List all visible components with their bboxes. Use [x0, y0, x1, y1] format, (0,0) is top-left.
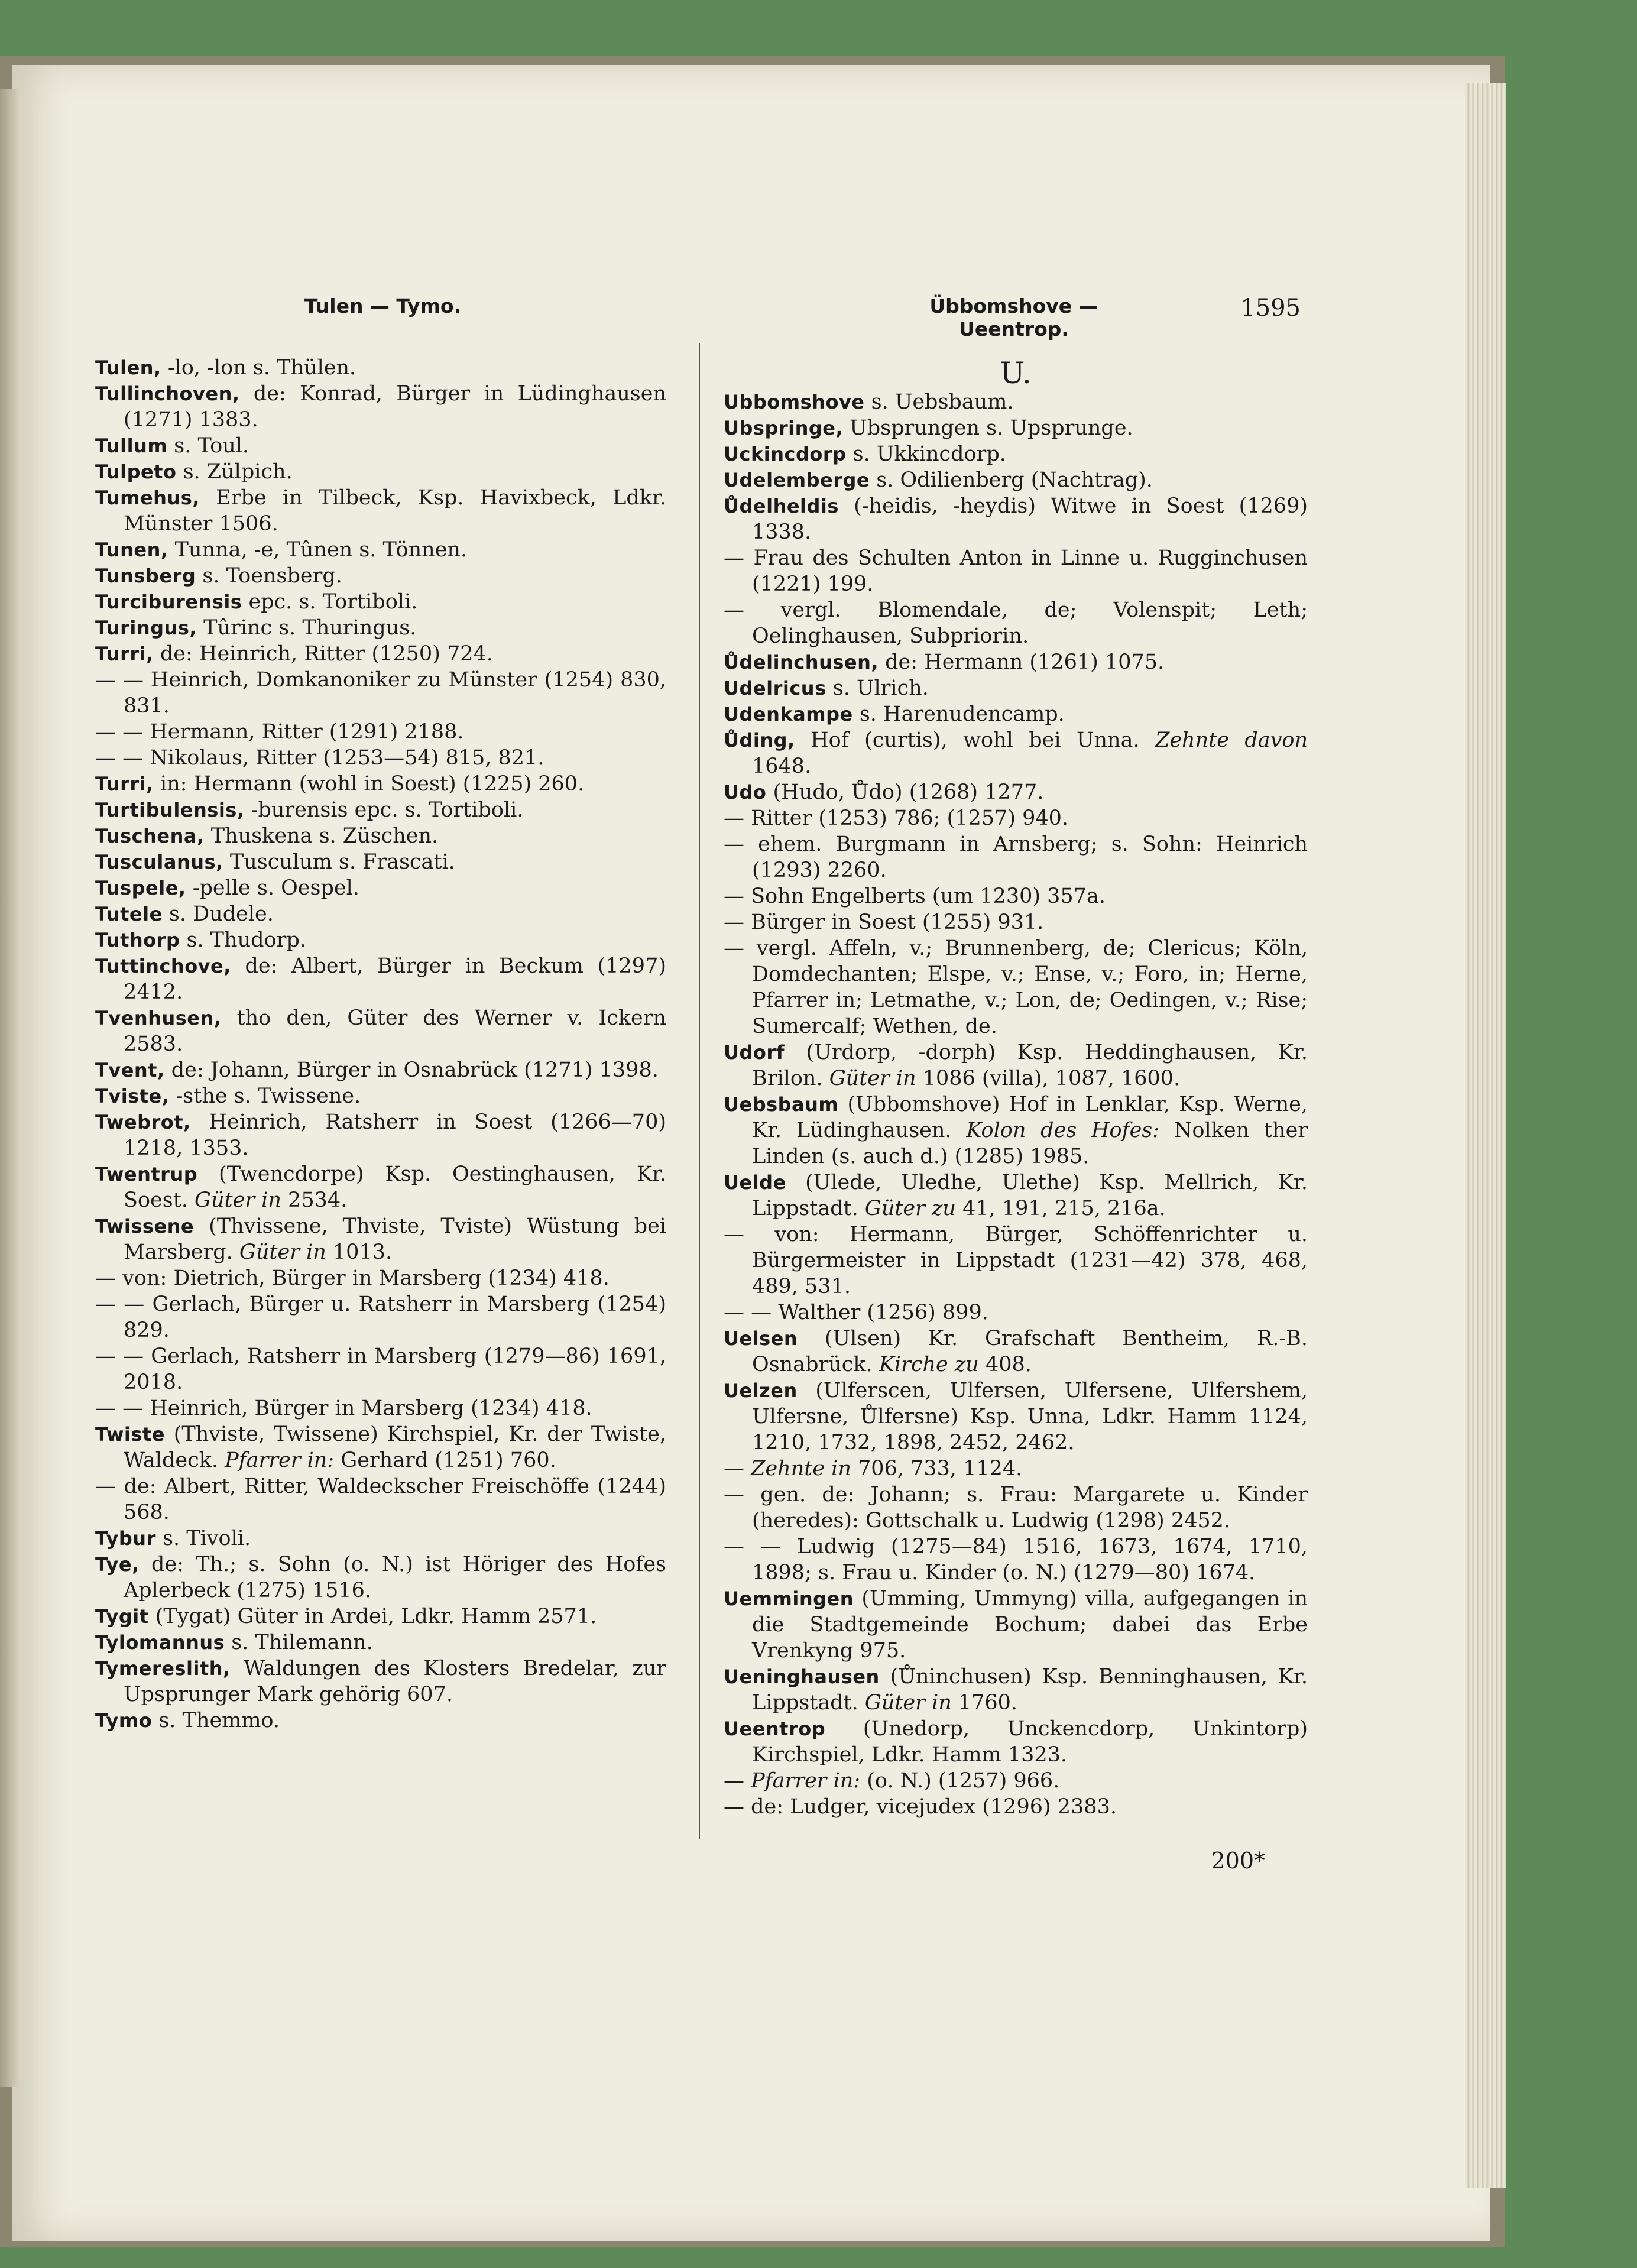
entry-text: Heinrich, Ratsherr in Soest (1266—70) 1218, 1353. — [124, 1110, 666, 1160]
entry-text: (Umming, Ummyng) villa, aufgegangen in die Stadtgemeinde Bochum; dabei das Erbe Vrenkyng 975. — [752, 1587, 1308, 1663]
index-entry — [724, 1794, 1308, 1820]
entry-text: — Sohn Engelberts (um 1230) 357a. — [724, 884, 1106, 908]
entry-headword: Tvenhusen, — [95, 1007, 222, 1029]
right-column — [724, 355, 1308, 1820]
index-entry — [95, 823, 666, 849]
index-entry — [724, 1326, 1308, 1378]
entry-text: — von: Dietrich, Bürger in Marsberg (1234) 418. — [95, 1266, 610, 1290]
entry-text: — — [724, 1457, 751, 1480]
entry-headword: Tybur — [95, 1527, 156, 1550]
entry-italic: Güter in — [239, 1240, 326, 1264]
entry-text: (Hudo, Ůdo) (1268) 1277. — [766, 780, 1044, 804]
entry-headword: Turtibulensis, — [95, 799, 245, 821]
index-entry — [95, 355, 666, 381]
entry-text: s. Harenudencamp. — [852, 702, 1065, 726]
entry-text: s. Zülpich. — [176, 460, 293, 484]
entry-headword: Udorf — [724, 1041, 785, 1064]
index-entry — [724, 1716, 1308, 1768]
index-entry — [95, 849, 666, 875]
entry-headword: Twissene — [95, 1215, 195, 1237]
entry-headword: Tuttinchove, — [95, 955, 231, 977]
index-entry — [95, 485, 666, 537]
entry-headword: Tuthorp — [95, 929, 180, 951]
entry-text: de: Albert, Bürger in Beckum (1297) 2412. — [124, 954, 666, 1004]
index-entry — [95, 1395, 666, 1421]
entry-headword: Tullinchoven, — [95, 383, 240, 405]
index-entry — [724, 1768, 1308, 1794]
entry-text: -pelle s. Oespel. — [186, 876, 359, 900]
index-entry — [95, 1708, 666, 1734]
entry-headword: Udelricus — [724, 677, 826, 699]
entry-text: — — [724, 1769, 751, 1793]
left-page-edge — [0, 89, 21, 2087]
entry-text: — — Hermann, Ritter (1291) 2188. — [95, 720, 464, 744]
entry-text: (Thvissene, Thviste, Tviste) Wüstung bei Marsberg. — [124, 1214, 666, 1264]
running-header-right: Übbomshove — Ueentrop. — [929, 294, 1098, 341]
page-number: 1595 — [1240, 294, 1301, 322]
column-divider — [699, 343, 700, 1839]
entry-headword: Tutele — [95, 903, 163, 925]
entry-headword: Twentrup — [95, 1163, 198, 1185]
entry-text: de: Hermann (1261) 1075. — [879, 650, 1165, 674]
index-entry — [95, 1291, 666, 1343]
entry-text: Tunna, -e, Tûnen s. Tönnen. — [168, 538, 468, 562]
index-entry — [95, 615, 666, 641]
entry-text: (-heidis, -heydis) Witwe in Soest (1269) 1338. — [752, 494, 1308, 544]
entry-headword: Tylomannus — [95, 1631, 225, 1654]
index-entry — [95, 1551, 666, 1603]
entry-tail: 1086 (villa), 1087, 1600. — [916, 1067, 1181, 1090]
index-entry — [95, 953, 666, 1005]
entry-text: s. Dudele. — [162, 902, 274, 926]
index-entry — [95, 745, 666, 771]
entry-text: s. Ukkincdorp. — [846, 442, 1006, 466]
entry-text: — — Nikolaus, Ritter (1253—54) 815, 821. — [95, 746, 544, 770]
index-entry — [724, 1378, 1308, 1456]
entry-headword: Twiste — [95, 1423, 165, 1446]
entry-text: (Tygat) Güter in Ardei, Ldkr. Hamm 2571. — [148, 1605, 597, 1628]
entry-text: — vergl. Blomendale, de; Volenspit; Leth; Oelinghausen, Subpriorin. — [724, 598, 1308, 648]
entry-headword: Ubbomshove — [724, 391, 865, 413]
index-entry — [95, 1603, 666, 1629]
entry-text: Tûrinc s. Thuringus. — [197, 616, 417, 640]
entry-headword: Turingus, — [95, 617, 197, 639]
index-entry — [724, 545, 1308, 597]
index-entry — [95, 433, 666, 459]
entry-headword: Tvent, — [95, 1059, 165, 1081]
entry-text: — — Heinrich, Bürger in Marsberg (1234) 418. — [95, 1397, 592, 1420]
entry-italic: Güter in — [829, 1067, 916, 1090]
entry-headword: Uelde — [724, 1171, 786, 1194]
index-entry — [95, 1343, 666, 1395]
entry-headword: Udenkampe — [724, 703, 853, 725]
index-entry — [95, 927, 666, 953]
page-fore-edge — [1465, 83, 1506, 2188]
index-entry — [95, 459, 666, 485]
entry-headword: Tusculanus, — [95, 851, 223, 873]
entry-text: — Ritter (1253) 786; (1257) 940. — [724, 806, 1069, 830]
index-entry — [724, 441, 1308, 467]
entry-text: Ubsprungen s. Upsprunge. — [843, 416, 1133, 440]
index-entry — [95, 1109, 666, 1161]
index-entry — [724, 493, 1308, 545]
entry-text: — Bürger in Soest (1255) 931. — [724, 911, 1044, 934]
entry-headword: Udo — [724, 781, 767, 803]
entry-headword: Tullum — [95, 435, 168, 457]
entry-text: Waldungen des Klosters Bredelar, zur Upsprunger Mark gehörig 607. — [124, 1657, 666, 1706]
entry-headword: Tunsberg — [95, 565, 196, 587]
entry-italic: Zehnte in — [751, 1457, 851, 1480]
index-entry — [95, 719, 666, 745]
entry-text: s. Thilemann. — [225, 1631, 373, 1654]
index-entry — [95, 667, 666, 719]
index-entry — [95, 589, 666, 615]
index-entry — [95, 771, 666, 797]
entry-text: (Ůninchusen) Ksp. Benninghausen, Kr. Lippstadt. — [752, 1665, 1308, 1715]
entry-headword: Tuschena, — [95, 825, 205, 847]
entry-text: s. Toensberg. — [196, 564, 342, 588]
index-entry — [724, 1456, 1308, 1482]
entry-text: de: Th.; s. Sohn (o. N.) ist Höriger des Hofes Aplerbeck (1275) 1516. — [124, 1553, 666, 1602]
index-entry — [724, 1586, 1308, 1664]
entry-headword: Twebrot, — [95, 1111, 191, 1133]
entry-text: (Ulsen) Kr. Grafschaft Bentheim, R.-B. Osnabrück. — [752, 1327, 1308, 1376]
entry-tail: 1013. — [326, 1240, 393, 1264]
entry-text: (Twencdorpe) Ksp. Oestinghausen, Kr. Soest. — [124, 1162, 666, 1212]
entry-headword: Ůdelinchusen, — [724, 651, 879, 673]
index-entry — [95, 1265, 666, 1291]
index-entry — [724, 675, 1308, 701]
index-entry — [724, 649, 1308, 675]
index-entry — [724, 1091, 1308, 1169]
entry-headword: Ubspringe, — [724, 417, 844, 439]
entry-headword: Ůdelheldis — [724, 495, 839, 517]
entry-headword: Uemmingen — [724, 1587, 854, 1610]
entry-text: s. Themmo. — [152, 1709, 280, 1732]
entry-headword: Udelemberge — [724, 469, 870, 491]
entry-text: — ehem. Burgmann in Arnsberg; s. Sohn: Heinrich (1293) 2260. — [724, 832, 1308, 882]
index-entry — [95, 1005, 666, 1057]
entry-text: — — Walther (1256) 899. — [724, 1301, 988, 1324]
entry-headword: Tymo — [95, 1709, 153, 1732]
index-entry — [724, 1039, 1308, 1091]
entry-text: — — Heinrich, Domkanoniker zu Münster (1254) 830, 831. — [95, 668, 666, 718]
entry-text: in: Hermann (wohl in Soest) (1225) 260. — [153, 772, 585, 796]
entry-headword: Turri, — [95, 643, 154, 665]
index-entry — [95, 797, 666, 823]
index-entry — [95, 1161, 666, 1213]
entry-text: (Thviste, Twissene) Kirchspiel, Kr. der Twiste, Waldeck. — [124, 1423, 666, 1472]
index-entry — [724, 415, 1308, 441]
entry-headword: Ueentrop — [724, 1718, 826, 1740]
entry-headword: Tygit — [95, 1605, 149, 1628]
entry-text: s. Thudorp. — [180, 928, 306, 952]
index-entry — [95, 1473, 666, 1525]
entry-text: — Frau des Schulten Anton in Linne u. Rugginchusen (1221) 199. — [724, 546, 1308, 596]
entry-text: — — Gerlach, Bürger u. Ratsherr in Marsberg (1254) 829. — [95, 1292, 666, 1342]
entry-text: — — Gerlach, Ratsherr in Marsberg (1279—86) 1691, 2018. — [95, 1344, 666, 1394]
entry-text: s. Odilienberg (Nachtrag). — [870, 468, 1153, 492]
index-entry — [724, 779, 1308, 805]
entry-italic: Güter in — [195, 1188, 281, 1212]
index-entry — [724, 1534, 1308, 1586]
entry-text: s. Tivoli. — [155, 1527, 251, 1550]
entry-text: Hof (curtis), wohl bei Unna. — [795, 728, 1156, 752]
entry-text: (Ubbomshove) Hof in Lenklar, Ksp. Werne, Kr. Lüdinghausen. — [752, 1093, 1308, 1142]
entry-headword: Uelsen — [724, 1327, 798, 1350]
entry-text: s. Uebsbaum. — [864, 390, 1014, 414]
entry-headword: Tulpeto — [95, 461, 177, 483]
entry-text: — gen. de: Johann; s. Frau: Margarete u. Kinder (heredes): Gottschalk u. Ludwig (1298) 2452. — [724, 1483, 1308, 1532]
signature-mark: 200* — [1211, 1848, 1265, 1874]
entry-italic: Pfarrer in: — [751, 1769, 861, 1793]
index-entry — [95, 537, 666, 563]
entry-text: de: Heinrich, Ritter (1250) 724. — [153, 642, 493, 666]
index-entry — [724, 727, 1308, 779]
entry-text: (Unedorp, Unckencdorp, Unkintorp) Kirchspiel, Ldkr. Hamm 1323. — [752, 1717, 1308, 1767]
entry-text: -burensis epc. s. Tortiboli. — [244, 798, 524, 822]
index-entry — [95, 1525, 666, 1551]
entry-text: Thuskena s. Züschen. — [204, 824, 439, 848]
entry-italic: Zehnte davon — [1155, 728, 1308, 752]
index-entry — [95, 901, 666, 927]
entry-text: — — Ludwig (1275—84) 1516, 1673, 1674, 1710, 1898; s. Frau u. Kinder (o. N.) (1279—80) 1674. — [724, 1535, 1308, 1585]
index-entry — [724, 597, 1308, 649]
entry-text: — von: Hermann, Bürger, Schöffenrichter u. Bürgermeister in Lippstadt (1231—42) 378, 468, 489, 531. — [724, 1223, 1308, 1298]
entry-tail: 408. — [978, 1353, 1032, 1376]
entry-tail: 41, 191, 215, 216a. — [955, 1197, 1166, 1220]
entry-tail: Nolken ther Linden (s. auch d.) (1285) 1985. — [752, 1119, 1308, 1168]
index-entry — [724, 805, 1308, 831]
index-entry — [724, 467, 1308, 493]
entry-tail: 1760. — [951, 1691, 1018, 1715]
entry-text: -sthe s. Twissene. — [169, 1084, 361, 1108]
entry-text: — de: Albert, Ritter, Waldeckscher Freischöffe (1244) 568. — [95, 1475, 666, 1524]
entry-italic: Güter in — [864, 1691, 952, 1715]
index-entry — [95, 875, 666, 901]
entry-text: de: Konrad, Bürger in Lüdinghausen (1271) 1383. — [124, 382, 666, 432]
index-entry — [95, 381, 666, 433]
index-entry — [95, 1083, 666, 1109]
index-entry — [95, 1655, 666, 1708]
entry-text: de: Johann, Bürger in Osnabrück (1271) 1398. — [164, 1058, 659, 1082]
entry-text: Tusculum s. Frascati. — [223, 850, 455, 874]
entry-headword: Ůding, — [724, 729, 795, 751]
index-entry — [724, 1300, 1308, 1326]
entry-headword: Uebsbaum — [724, 1093, 839, 1116]
index-entry — [724, 1169, 1308, 1222]
index-entry — [724, 701, 1308, 727]
entry-tail: 706, 733, 1124. — [851, 1457, 1023, 1480]
index-entry — [724, 831, 1308, 883]
entry-headword: Tuspele, — [95, 877, 186, 899]
entry-headword: Tulen, — [95, 357, 161, 379]
index-entry — [95, 1629, 666, 1655]
index-entry — [724, 883, 1308, 909]
entry-headword: Tye, — [95, 1553, 140, 1576]
index-entry — [95, 641, 666, 667]
entry-italic: Pfarrer in: — [225, 1449, 335, 1472]
entry-italic: Kolon des Hofes: — [966, 1119, 1160, 1142]
index-entry — [724, 389, 1308, 415]
index-entry — [724, 909, 1308, 935]
entry-text: (Urdorp, -dorph) Ksp. Heddinghausen, Kr. Brilon. — [752, 1041, 1308, 1090]
entry-headword: Turri, — [95, 773, 154, 795]
entry-headword: Tumehus, — [95, 487, 200, 509]
entry-text: (Ulferscen, Ulfersen, Ulfersene, Ulfershem, Ulfersne, Ůlfersne) Ksp. Unna, Ldkr. Hamm 1124, 1210, 1732, 1898, 2452, 2462. — [752, 1379, 1308, 1454]
entry-headword: Turciburensis — [95, 591, 242, 613]
index-entry — [95, 1421, 666, 1473]
entry-headword: Tunen, — [95, 539, 168, 561]
entry-tail: 1648. — [752, 754, 812, 778]
entry-text: epc. s. Tortiboli. — [242, 590, 418, 614]
entry-headword: Tviste, — [95, 1085, 170, 1107]
entry-italic: Kirche zu — [879, 1353, 979, 1376]
index-entry — [95, 563, 666, 589]
section-letter-heading: U. — [1000, 356, 1032, 390]
index-entry — [724, 1222, 1308, 1300]
entry-text: s. Toul. — [167, 434, 249, 458]
entry-text: Erbe in Tilbeck, Ksp. Havixbeck, Ldkr. Münster 1506. — [124, 486, 666, 536]
entry-text: (Ulede, Uledhe, Ulethe) Ksp. Mellrich, Kr. Lippstadt. — [752, 1171, 1308, 1220]
entry-text: — de: Ludger, vicejudex (1296) 2383. — [724, 1795, 1117, 1819]
entry-headword: Tymereslith, — [95, 1657, 231, 1680]
entry-text: — vergl. Affeln, v.; Brunnenberg, de; Clericus; Köln, Domdechanten; Elspe, v.; Ense, v.; Foro, in; Herne, Pfarrer in; Letmathe, v.; Lon, de; Oedingen, v.; Rise; Sumercalf; Wethen, de. — [724, 937, 1308, 1038]
entry-italic: Güter zu — [864, 1197, 956, 1220]
entry-tail: 2534. — [281, 1188, 348, 1212]
entry-text: tho den, Güter des Werner v. Ickern 2583. — [124, 1006, 666, 1056]
index-entry — [724, 935, 1308, 1039]
entry-headword: Ueninghausen — [724, 1666, 880, 1688]
entry-text: -lo, -lon s. Thülen. — [161, 356, 356, 380]
index-entry — [95, 1057, 666, 1083]
left-column — [95, 355, 666, 1734]
index-entry — [724, 1664, 1308, 1716]
entry-headword: Uelzen — [724, 1379, 798, 1402]
entry-tail: Gerhard (1251) 760. — [334, 1449, 556, 1472]
index-entry — [724, 1482, 1308, 1534]
running-header-left: Tulen — Tymo. — [304, 294, 462, 317]
index-entry — [95, 1213, 666, 1265]
entry-text: s. Ulrich. — [826, 676, 929, 700]
entry-headword: Uckincdorp — [724, 443, 847, 465]
entry-tail: (o. N.) (1257) 966. — [860, 1769, 1060, 1793]
